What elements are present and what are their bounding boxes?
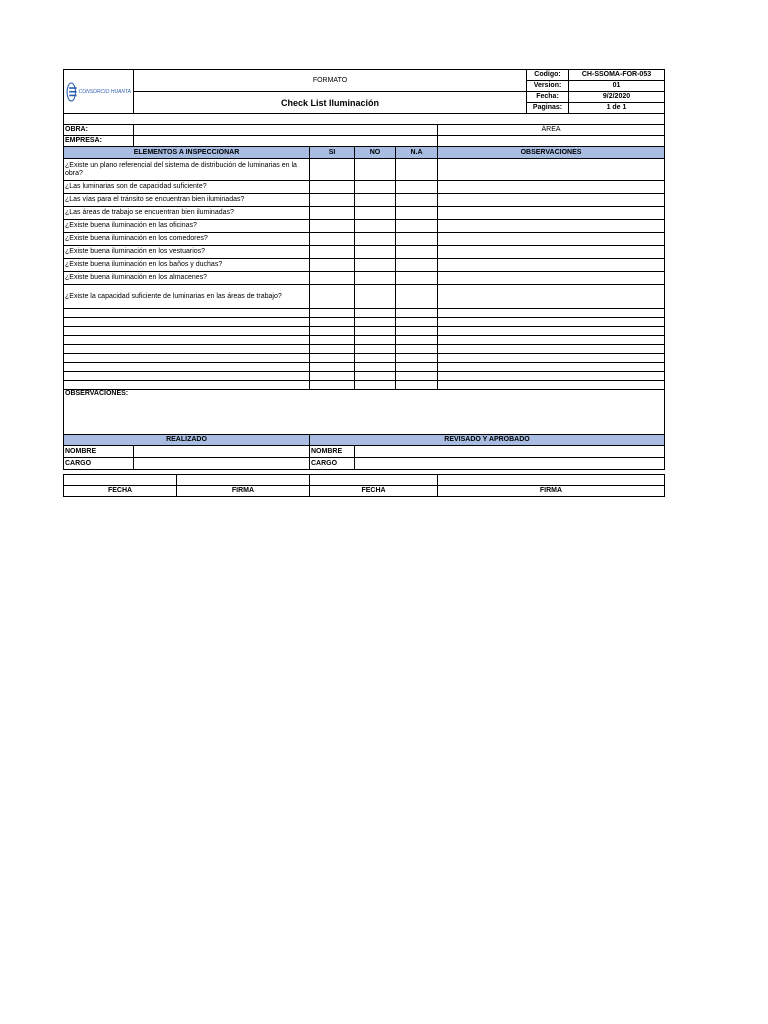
question-text: ¿Existe buena iluminación en los baños y duchas? — [64, 259, 310, 272]
col-observaciones: OBSERVACIONES — [438, 147, 665, 159]
si-cell[interactable] — [310, 207, 355, 220]
obs-cell[interactable] — [438, 354, 665, 363]
table-row — [64, 318, 665, 327]
no-cell[interactable] — [355, 363, 396, 372]
si-cell[interactable] — [310, 233, 355, 246]
col-si: SI — [310, 147, 355, 159]
obs-cell[interactable] — [438, 336, 665, 345]
question-text: ¿Existe buena iluminación en los almacenes? — [64, 272, 310, 285]
formato-label: FORMATO — [134, 70, 527, 92]
no-cell[interactable] — [355, 259, 396, 272]
no-cell[interactable] — [355, 318, 396, 327]
na-cell[interactable] — [396, 381, 438, 390]
obs-cell[interactable] — [438, 285, 665, 309]
si-cell[interactable] — [310, 272, 355, 285]
si-cell[interactable] — [310, 194, 355, 207]
table-row — [64, 372, 665, 381]
si-cell[interactable] — [310, 181, 355, 194]
company-logo — [66, 73, 131, 111]
no-cell[interactable] — [355, 246, 396, 259]
obs-cell[interactable] — [438, 194, 665, 207]
table-row — [64, 194, 665, 207]
blank-cell[interactable] — [64, 381, 310, 390]
na-cell[interactable] — [396, 194, 438, 207]
blank-cell[interactable] — [64, 309, 310, 318]
na-cell[interactable] — [396, 259, 438, 272]
fecha-label-2: FECHA — [310, 486, 438, 497]
obs-cell[interactable] — [438, 220, 665, 233]
obs-cell[interactable] — [438, 181, 665, 194]
table-row — [64, 207, 665, 220]
empresa-label: EMPRESA: — [64, 136, 134, 147]
revisado-header: REVISADO Y APROBADO — [310, 435, 665, 446]
si-cell[interactable] — [310, 159, 355, 181]
obs-cell[interactable] — [438, 345, 665, 354]
table-row — [64, 220, 665, 233]
col-elements: ELEMENTOS A INSPECCIONAR — [64, 147, 310, 159]
no-cell[interactable] — [355, 207, 396, 220]
realizado-header: REALIZADO — [64, 435, 310, 446]
no-cell[interactable] — [355, 336, 396, 345]
blank-cell[interactable] — [64, 327, 310, 336]
page-title: Check List Iluminación — [134, 92, 527, 114]
si-cell[interactable] — [310, 363, 355, 372]
obs-cell[interactable] — [438, 272, 665, 285]
obs-cell[interactable] — [438, 381, 665, 390]
obs-cell[interactable] — [438, 207, 665, 220]
si-cell[interactable] — [310, 345, 355, 354]
blank-cell[interactable] — [64, 372, 310, 381]
obs-cell[interactable] — [438, 246, 665, 259]
fecha-field-2[interactable] — [310, 475, 438, 486]
si-cell[interactable] — [310, 372, 355, 381]
meta-label: Version: — [527, 81, 569, 92]
no-cell[interactable] — [355, 327, 396, 336]
meta-value: 9/2/2020 — [569, 92, 665, 103]
blank-cell[interactable] — [64, 345, 310, 354]
question-text: ¿Existe buena iluminación en los comedores? — [64, 233, 310, 246]
firma-label: FIRMA — [177, 486, 310, 497]
si-cell[interactable] — [310, 220, 355, 233]
na-cell[interactable] — [396, 336, 438, 345]
cargo-field[interactable] — [134, 458, 310, 470]
na-cell[interactable] — [396, 354, 438, 363]
blank-cell[interactable] — [64, 354, 310, 363]
no-cell[interactable] — [355, 372, 396, 381]
table-row — [64, 181, 665, 194]
table-row — [64, 345, 665, 354]
question-text: ¿Existe un plano referencial del sistema de distribución de luminarias en la obra? — [64, 159, 310, 181]
no-cell[interactable] — [355, 309, 396, 318]
obs-cell[interactable] — [438, 318, 665, 327]
meta-value: 1 de 1 — [569, 103, 665, 114]
question-text: ¿Las áreas de trabajo se encuentran bien iluminadas? — [64, 207, 310, 220]
si-cell[interactable] — [310, 381, 355, 390]
na-cell[interactable] — [396, 363, 438, 372]
obra-label: OBRA: — [64, 125, 134, 136]
table-row — [64, 259, 665, 272]
logo-icon — [66, 73, 77, 111]
observaciones-box[interactable]: OBSERVACIONES: — [64, 390, 665, 435]
na-cell[interactable] — [396, 345, 438, 354]
logo-cell — [64, 70, 134, 114]
question-text: ¿Existe la capacidad suficiente de luminarias en las áreas de trabajo? — [64, 285, 310, 309]
nombre-field-2[interactable] — [355, 446, 665, 458]
si-cell[interactable] — [310, 285, 355, 309]
cargo-label-2: CARGO — [310, 458, 355, 470]
fecha-firma-table — [63, 474, 665, 497]
no-cell[interactable] — [355, 233, 396, 246]
obs-cell[interactable] — [438, 159, 665, 181]
si-cell[interactable] — [310, 354, 355, 363]
spacer-row — [64, 114, 665, 125]
na-cell[interactable] — [396, 159, 438, 181]
question-text: ¿Existe buena iluminación en los vestuarios? — [64, 246, 310, 259]
no-cell[interactable] — [355, 220, 396, 233]
table-row — [64, 327, 665, 336]
header-table — [63, 69, 665, 125]
table-row — [64, 309, 665, 318]
cargo-label: CARGO — [64, 458, 134, 470]
no-cell[interactable] — [355, 381, 396, 390]
obs-cell[interactable] — [438, 309, 665, 318]
na-cell[interactable] — [396, 246, 438, 259]
signoff-table — [63, 434, 665, 470]
obs-cell[interactable] — [438, 372, 665, 381]
table-row — [64, 272, 665, 285]
table-row — [64, 381, 665, 390]
na-cell[interactable] — [396, 220, 438, 233]
meta-value: CH-SSOMA-FOR-053 — [569, 70, 665, 81]
no-cell[interactable] — [355, 345, 396, 354]
na-cell[interactable] — [396, 285, 438, 309]
empresa-field[interactable] — [134, 136, 438, 147]
si-cell[interactable] — [310, 336, 355, 345]
si-cell[interactable] — [310, 309, 355, 318]
obs-cell[interactable] — [438, 363, 665, 372]
no-cell[interactable] — [355, 181, 396, 194]
no-cell[interactable] — [355, 272, 396, 285]
obs-cell[interactable] — [438, 327, 665, 336]
table-row — [64, 363, 665, 372]
nombre-field[interactable] — [134, 446, 310, 458]
obs-cell[interactable] — [438, 259, 665, 272]
fecha-field[interactable] — [64, 475, 177, 486]
obra-field[interactable] — [134, 125, 438, 136]
meta-label: Paginas: — [527, 103, 569, 114]
na-cell[interactable] — [396, 207, 438, 220]
blank-cell[interactable] — [64, 336, 310, 345]
table-row — [64, 233, 665, 246]
col-na: N.A — [396, 147, 438, 159]
table-row — [64, 285, 665, 309]
na-cell[interactable] — [396, 309, 438, 318]
area-label: ÁREA — [438, 125, 665, 136]
si-cell[interactable] — [310, 327, 355, 336]
na-cell[interactable] — [396, 233, 438, 246]
na-cell[interactable] — [396, 272, 438, 285]
na-cell[interactable] — [396, 318, 438, 327]
col-no: NO — [355, 147, 396, 159]
nombre-label-2: NOMBRE — [310, 446, 355, 458]
logo-text: CONSORCIO HUANTA — [78, 88, 131, 95]
table-row — [64, 336, 665, 345]
si-cell[interactable] — [310, 259, 355, 272]
obs-cell[interactable] — [438, 233, 665, 246]
checklist-table — [63, 124, 665, 435]
no-cell[interactable] — [355, 159, 396, 181]
no-cell[interactable] — [355, 354, 396, 363]
table-row — [64, 159, 665, 181]
fecha-label: FECHA — [64, 486, 177, 497]
na-cell[interactable] — [396, 327, 438, 336]
blank-cell[interactable] — [64, 363, 310, 372]
na-cell[interactable] — [396, 372, 438, 381]
table-row — [64, 354, 665, 363]
firma-field[interactable] — [177, 475, 310, 486]
no-cell[interactable] — [355, 194, 396, 207]
checklist-form — [63, 69, 664, 497]
area-field[interactable] — [438, 136, 665, 147]
firma-field-2[interactable] — [438, 475, 665, 486]
na-cell[interactable] — [396, 181, 438, 194]
question-text: ¿Existe buena iluminación en las oficinas? — [64, 220, 310, 233]
meta-value: 01 — [569, 81, 665, 92]
cargo-field-2[interactable] — [355, 458, 665, 470]
meta-label: Fecha: — [527, 92, 569, 103]
meta-label: Codigo: — [527, 70, 569, 81]
blank-cell[interactable] — [64, 318, 310, 327]
si-cell[interactable] — [310, 318, 355, 327]
firma-label-2: FIRMA — [438, 486, 665, 497]
question-text: ¿Las luminarias son de capacidad suficiente? — [64, 181, 310, 194]
table-row — [64, 246, 665, 259]
no-cell[interactable] — [355, 285, 396, 309]
question-text: ¿Las vías para el tránsito se encuentran bien iluminadas? — [64, 194, 310, 207]
nombre-label: NOMBRE — [64, 446, 134, 458]
si-cell[interactable] — [310, 246, 355, 259]
